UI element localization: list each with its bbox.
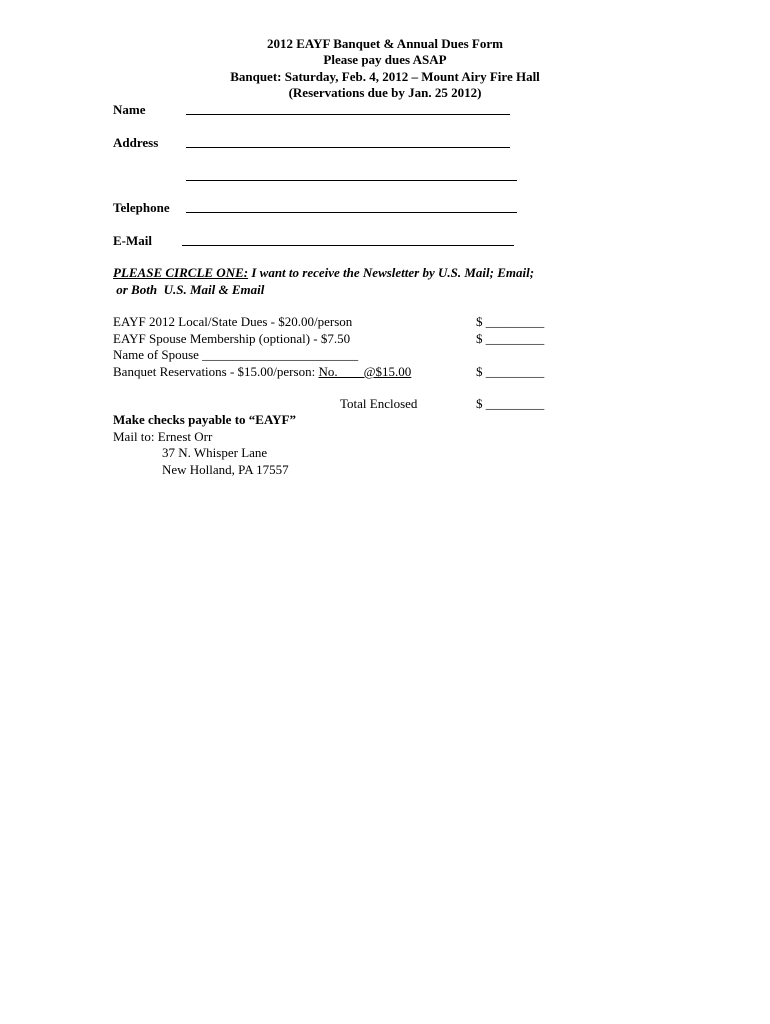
banquet-reservations-amount[interactable]: $ _________: [476, 364, 545, 379]
mail-city: New Holland, PA 17557: [162, 462, 289, 477]
newsletter-text-1: I want to receive the Newsletter by U.S. Mail; Email;: [248, 265, 535, 280]
form-subtitle: Please pay dues ASAP: [323, 52, 447, 67]
spouse-name[interactable]: Name of Spouse ________________________: [113, 347, 359, 362]
mail-to: Mail to: Ernest Orr: [113, 429, 213, 444]
newsletter-line-2[interactable]: or Both U.S. Mail & Email: [113, 282, 265, 297]
address-label: Address: [113, 135, 159, 150]
total-enclosed-amount[interactable]: $ _________: [476, 396, 545, 411]
local-state-dues-amount[interactable]: $ _________: [476, 314, 545, 329]
email-label: E-Mail: [113, 233, 152, 248]
spouse-membership: EAYF Spouse Membership (optional) - $7.50: [113, 331, 351, 346]
telephone-label: Telephone: [113, 200, 170, 215]
local-state-dues: EAYF 2012 Local/State Dues - $20.00/person: [113, 314, 353, 329]
checks-payable: Make checks payable to “EAYF”: [113, 412, 296, 427]
email-field[interactable]: [182, 245, 514, 246]
telephone-field[interactable]: [186, 212, 517, 213]
name-label: Name: [113, 102, 146, 117]
banquet-count-field[interactable]: No. @$15.00: [318, 364, 412, 379]
address-field-line-2[interactable]: [186, 180, 517, 181]
banquet-reservations-label: Banquet Reservations - $15.00/person:: [113, 364, 319, 379]
name-field[interactable]: [186, 114, 510, 115]
form-title: 2012 EAYF Banquet & Annual Dues Form: [267, 36, 503, 51]
total-enclosed-label: Total Enclosed: [340, 396, 418, 411]
banquet-reservations: [113, 364, 411, 380]
mail-street: 37 N. Whisper Lane: [162, 445, 268, 460]
spouse-membership-amount[interactable]: $ _________: [476, 331, 545, 346]
address-field-line-1[interactable]: [186, 147, 510, 148]
banquet-info: Banquet: Saturday, Feb. 4, 2012 – Mount Airy Fire Hall: [230, 69, 540, 84]
circle-one-label: PLEASE CIRCLE ONE:: [113, 265, 249, 280]
reservations-note: (Reservations due by Jan. 25 2012): [288, 85, 482, 100]
newsletter-line-1: [113, 265, 534, 281]
